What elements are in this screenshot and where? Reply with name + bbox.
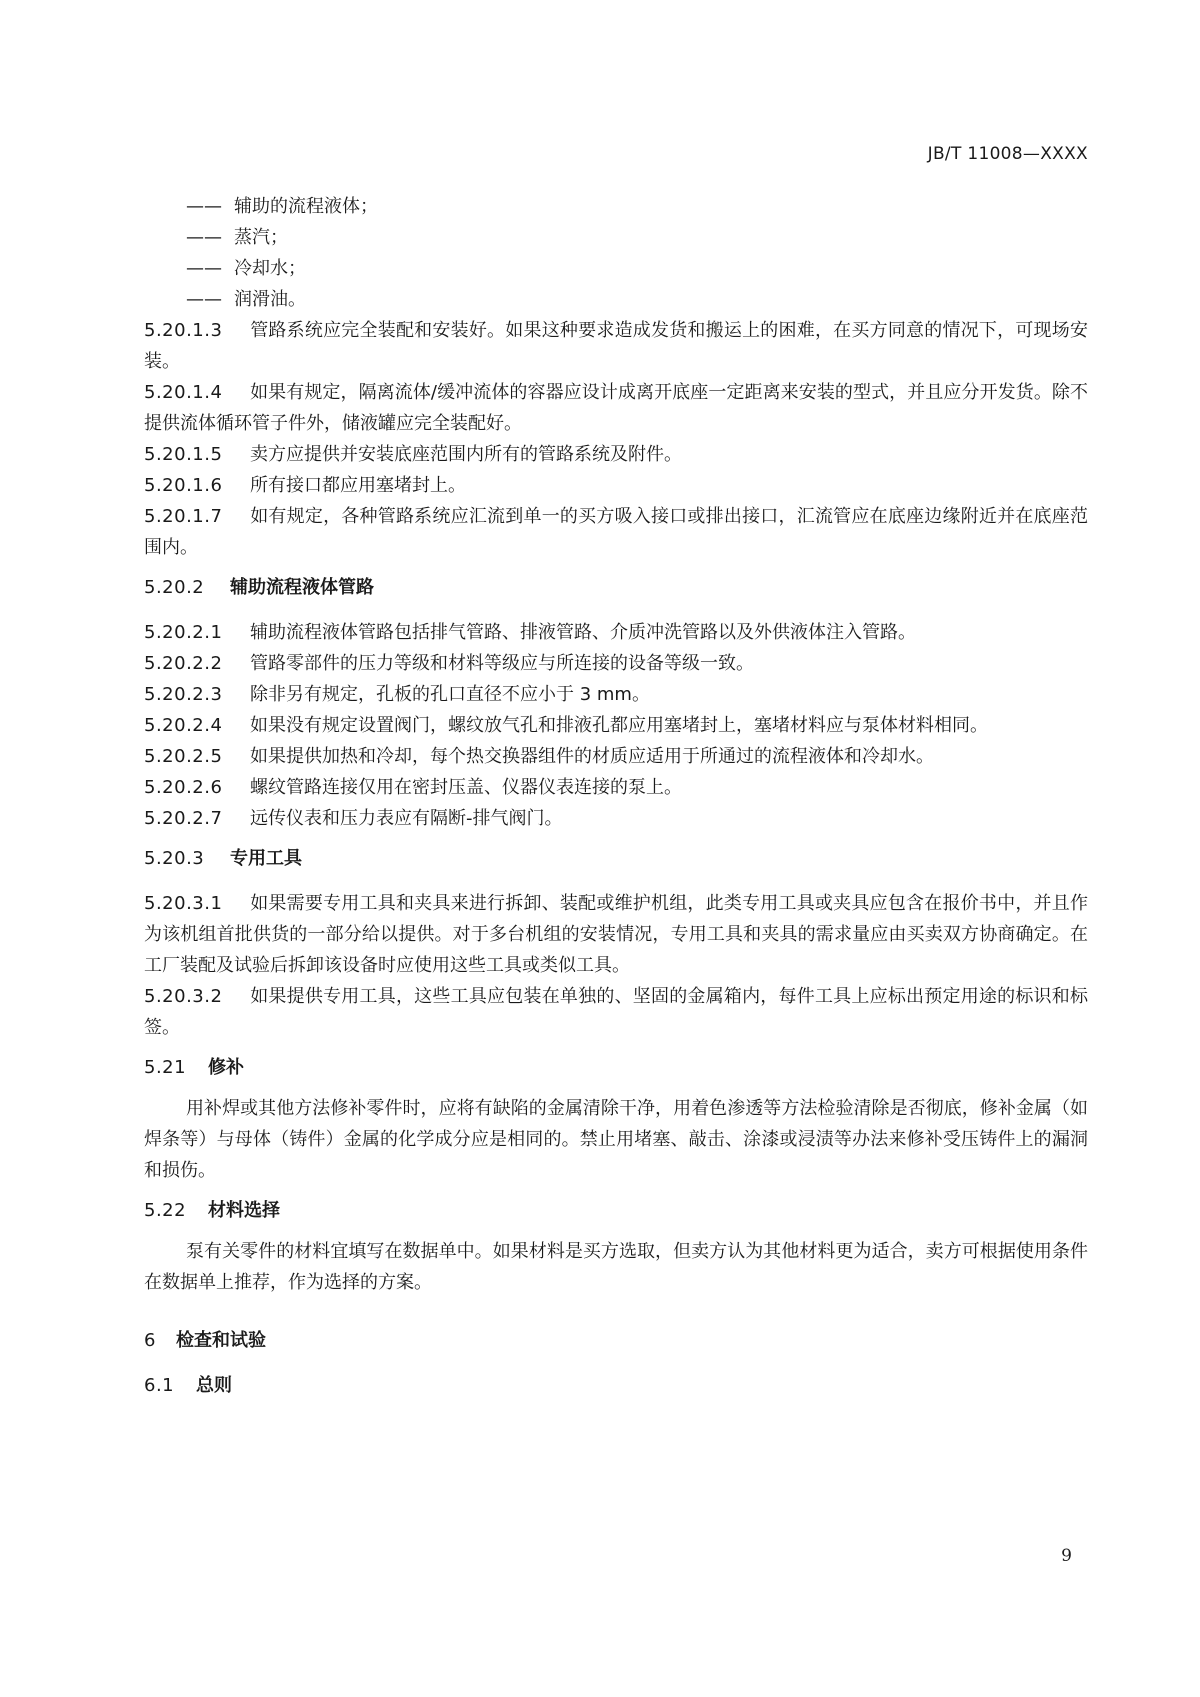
paragraph-5-21: 用补焊或其他方法修补零件时，应将有缺陷的金属清除干净，用着色渗透等方法检验清除是否彻底，修补金属（如焊条等）与母体（铸件）金属的化学成分应是相同的。禁止用堵塞、敲击、涂漆或浸渍等办法来修补受压铸件上的漏洞和损伤。: [144, 1098, 1088, 1181]
heading-5-20-2: 5.20.2 辅助流程液体管路: [144, 577, 374, 598]
clause-5-20-2-4: 5.20.2.4 如果没有规定设置阀门，螺纹放气孔和排液孔都应用塞堵封上，塞堵材料应与泵体材料相同。: [144, 715, 988, 736]
heading-6: 6 检查和试验: [144, 1330, 266, 1351]
dash-item: —— 润滑油。: [186, 289, 306, 310]
clause-5-20-1-7: 5.20.1.7 如有规定，各种管路系统应汇流到单一的买方吸入接口或排出接口，汇流管应在底座边缘附近并在底座范围内。: [144, 506, 1088, 558]
clause-5-20-3-1: 5.20.3.1 如果需要专用工具和夹具来进行拆卸、装配或维护机组，此类专用工具或夹具应包含在报价书中，并且作为该机组首批供货的一部分给以提供。对于多台机组的安装情况，专用工具和夹具的需求量应由买卖双方协商确定。在工厂装配及试验后拆卸该设备时应使用这些工具或类似工具。: [144, 893, 1088, 976]
clause-5-20-2-3: 5.20.2.3 除非另有规定，孔板的孔口直径不应小于 3 mm。: [144, 684, 650, 705]
page-number: 9: [1061, 1546, 1072, 1566]
clause-5-20-2-1: 5.20.2.1 辅助流程液体管路包括排气管路、排液管路、介质冲洗管路以及外供液体注入管路。: [144, 622, 916, 643]
document-body: [144, 191, 1088, 1401]
dash-item: —— 蒸汽；: [186, 227, 288, 248]
clause-5-20-2-6: 5.20.2.6 螺纹管路连接仅用在密封压盖、仪器仪表连接的泵上。: [144, 777, 682, 798]
document-code: JB/T 11008—XXXX: [927, 144, 1088, 164]
clause-5-20-1-5: 5.20.1.5 卖方应提供并安装底座范围内所有的管路系统及附件。: [144, 444, 682, 465]
heading-5-21: 5.21 修补: [144, 1057, 244, 1078]
clause-5-20-1-6: 5.20.1.6 所有接口都应用塞堵封上。: [144, 475, 466, 496]
dash-item: —— 辅助的流程液体；: [186, 196, 378, 217]
heading-5-20-3: 5.20.3 专用工具: [144, 848, 302, 869]
clause-5-20-2-5: 5.20.2.5 如果提供加热和冷却，每个热交换器组件的材质应适用于所通过的流程液体和冷却水。: [144, 746, 934, 767]
paragraph-5-22: 泵有关零件的材料宜填写在数据单中。如果材料是买方选取，但卖方认为其他材料更为适合，卖方可根据使用条件在数据单上推荐，作为选择的方案。: [144, 1241, 1088, 1293]
clause-5-20-2-7: 5.20.2.7 远传仪表和压力表应有隔断-排气阀门。: [144, 808, 563, 829]
clause-5-20-1-4: 5.20.1.4 如果有规定，隔离流体/缓冲流体的容器应设计成离开底座一定距离来安装的型式，并且应分开发货。除不提供流体循环管子件外，储液罐应完全装配好。: [144, 382, 1088, 434]
heading-5-22: 5.22 材料选择: [144, 1200, 280, 1221]
dash-item: —— 冷却水；: [186, 258, 306, 279]
heading-6-1: 6.1 总则: [144, 1375, 232, 1396]
clause-5-20-1-3: 5.20.1.3 管路系统应完全装配和安装好。如果这种要求造成发货和搬运上的困难，在买方同意的情况下，可现场安装。: [144, 320, 1088, 372]
clause-5-20-2-2: 5.20.2.2 管路零部件的压力等级和材料等级应与所连接的设备等级一致。: [144, 653, 754, 674]
clause-5-20-3-2: 5.20.3.2 如果提供专用工具，这些工具应包装在单独的、坚固的金属箱内，每件工具上应标出预定用途的标识和标签。: [144, 986, 1088, 1038]
